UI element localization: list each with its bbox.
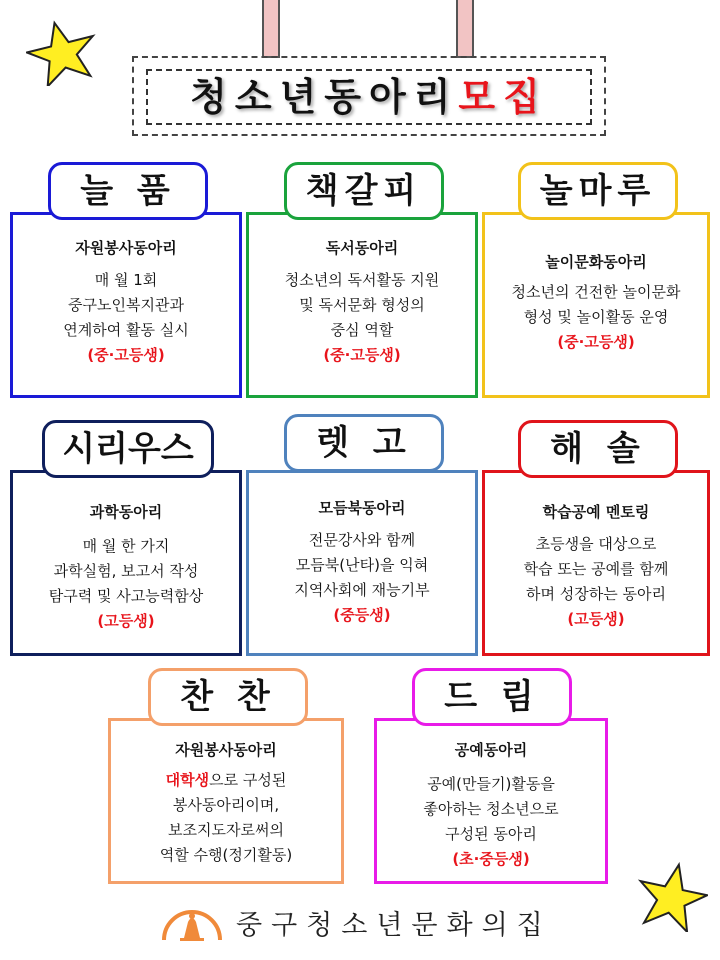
club-tab-nolmaru: 놀마루 xyxy=(518,162,678,220)
club-target: (중·고등생) xyxy=(87,346,165,364)
club-card-nolmaru xyxy=(482,212,710,398)
club-tab-chanchan: 찬 찬 xyxy=(148,668,308,726)
club-tab-neulpum: 늘 품 xyxy=(48,162,208,220)
title-main: 청소년동아리 xyxy=(190,75,459,119)
club-card-sirius xyxy=(10,470,242,656)
club-tab-haesol: 해 솔 xyxy=(518,420,678,478)
club-card-neulpum xyxy=(10,212,242,398)
club-desc-line: 청소년의 건전한 놀이문화 xyxy=(511,283,681,301)
club-desc-line: 중심 역할 xyxy=(330,321,394,339)
club-category: 공예동아리 xyxy=(454,741,528,759)
club-desc-line: 공예(만들기)활동을 xyxy=(427,775,555,793)
club-desc-text: 으로 구성된 xyxy=(209,771,287,789)
club-desc-line: 형성 및 놀이활동 운영 xyxy=(523,308,669,326)
club-category: 자원봉사동아리 xyxy=(75,239,177,257)
club-category: 학습공예 멘토링 xyxy=(542,503,650,521)
club-target: (고등생) xyxy=(97,612,155,630)
club-tab-chaekgalpi: 책갈피 xyxy=(284,162,444,220)
club-target: (중·고등생) xyxy=(557,333,635,351)
club-tab-letgo: 렛 고 xyxy=(284,414,444,472)
star-icon xyxy=(26,20,98,86)
club-desc-line: 역할 수행(정기활동) xyxy=(159,846,293,864)
club-desc-line xyxy=(111,768,341,793)
club-desc-line: 보조지도자로써의 xyxy=(168,821,284,839)
club-card-dream xyxy=(374,718,608,884)
club-category: 모듬북동아리 xyxy=(318,499,406,517)
club-desc-line: 탐구력 및 사고능력함상 xyxy=(48,587,204,605)
org-name: 중구청소년문화의집 xyxy=(236,910,552,941)
club-tab-sirius: 시리우스 xyxy=(42,420,214,478)
club-desc-line: 좋아하는 청소년으로 xyxy=(423,800,559,818)
club-desc-line: 과학실험, 보고서 작성 xyxy=(53,562,199,580)
club-desc-line: 하며 성장하는 동아리 xyxy=(526,585,666,603)
poster-title xyxy=(146,69,592,125)
club-desc-line: 중구노인복지관과 xyxy=(68,296,184,314)
club-category: 놀이문화동아리 xyxy=(545,253,647,271)
club-desc-line: 연계하여 활동 실시 xyxy=(63,321,189,339)
highlight-university: 대학생 xyxy=(165,771,210,789)
club-desc-line: 학습 또는 공예를 함께 xyxy=(523,560,669,578)
club-desc-line: 청소년의 독서활동 지원 xyxy=(284,271,440,289)
club-card-chanchan xyxy=(108,718,344,884)
club-tab-dream: 드 림 xyxy=(412,668,572,726)
club-card-chaekgalpi xyxy=(246,212,478,398)
star-icon xyxy=(636,862,708,932)
club-desc-line: 전문강사와 함께 xyxy=(308,531,416,549)
club-desc-line: 봉사동아리이며, xyxy=(172,796,280,814)
club-desc-line: 지역사회에 재능기부 xyxy=(294,581,430,599)
club-desc-line: 매 월 한 가지 xyxy=(82,537,170,555)
club-category: 독서동아리 xyxy=(325,239,399,257)
club-target: (초·중등생) xyxy=(452,850,530,868)
sun-bell-logo xyxy=(160,896,224,946)
club-desc-line: 모듬북(난타)을 익혀 xyxy=(295,556,429,574)
club-target: (고등생) xyxy=(567,610,625,628)
club-desc-line: 매 월 1회 xyxy=(94,271,158,289)
club-card-haesol xyxy=(482,470,710,656)
club-category: 과학동아리 xyxy=(89,503,163,521)
club-card-letgo xyxy=(246,470,478,656)
club-target: (중등생) xyxy=(333,606,391,624)
club-category: 자원봉사동아리 xyxy=(175,741,277,759)
title-accent: 모집 xyxy=(458,75,548,119)
club-desc-line: 초등생을 대상으로 xyxy=(535,535,657,553)
club-desc-line: 구성된 동아리 xyxy=(445,825,537,843)
club-desc-line: 및 독서문화 형성의 xyxy=(299,296,425,314)
club-target: (중·고등생) xyxy=(323,346,401,364)
hanging-strap-left xyxy=(262,0,280,58)
hanging-strap-right xyxy=(456,0,474,58)
